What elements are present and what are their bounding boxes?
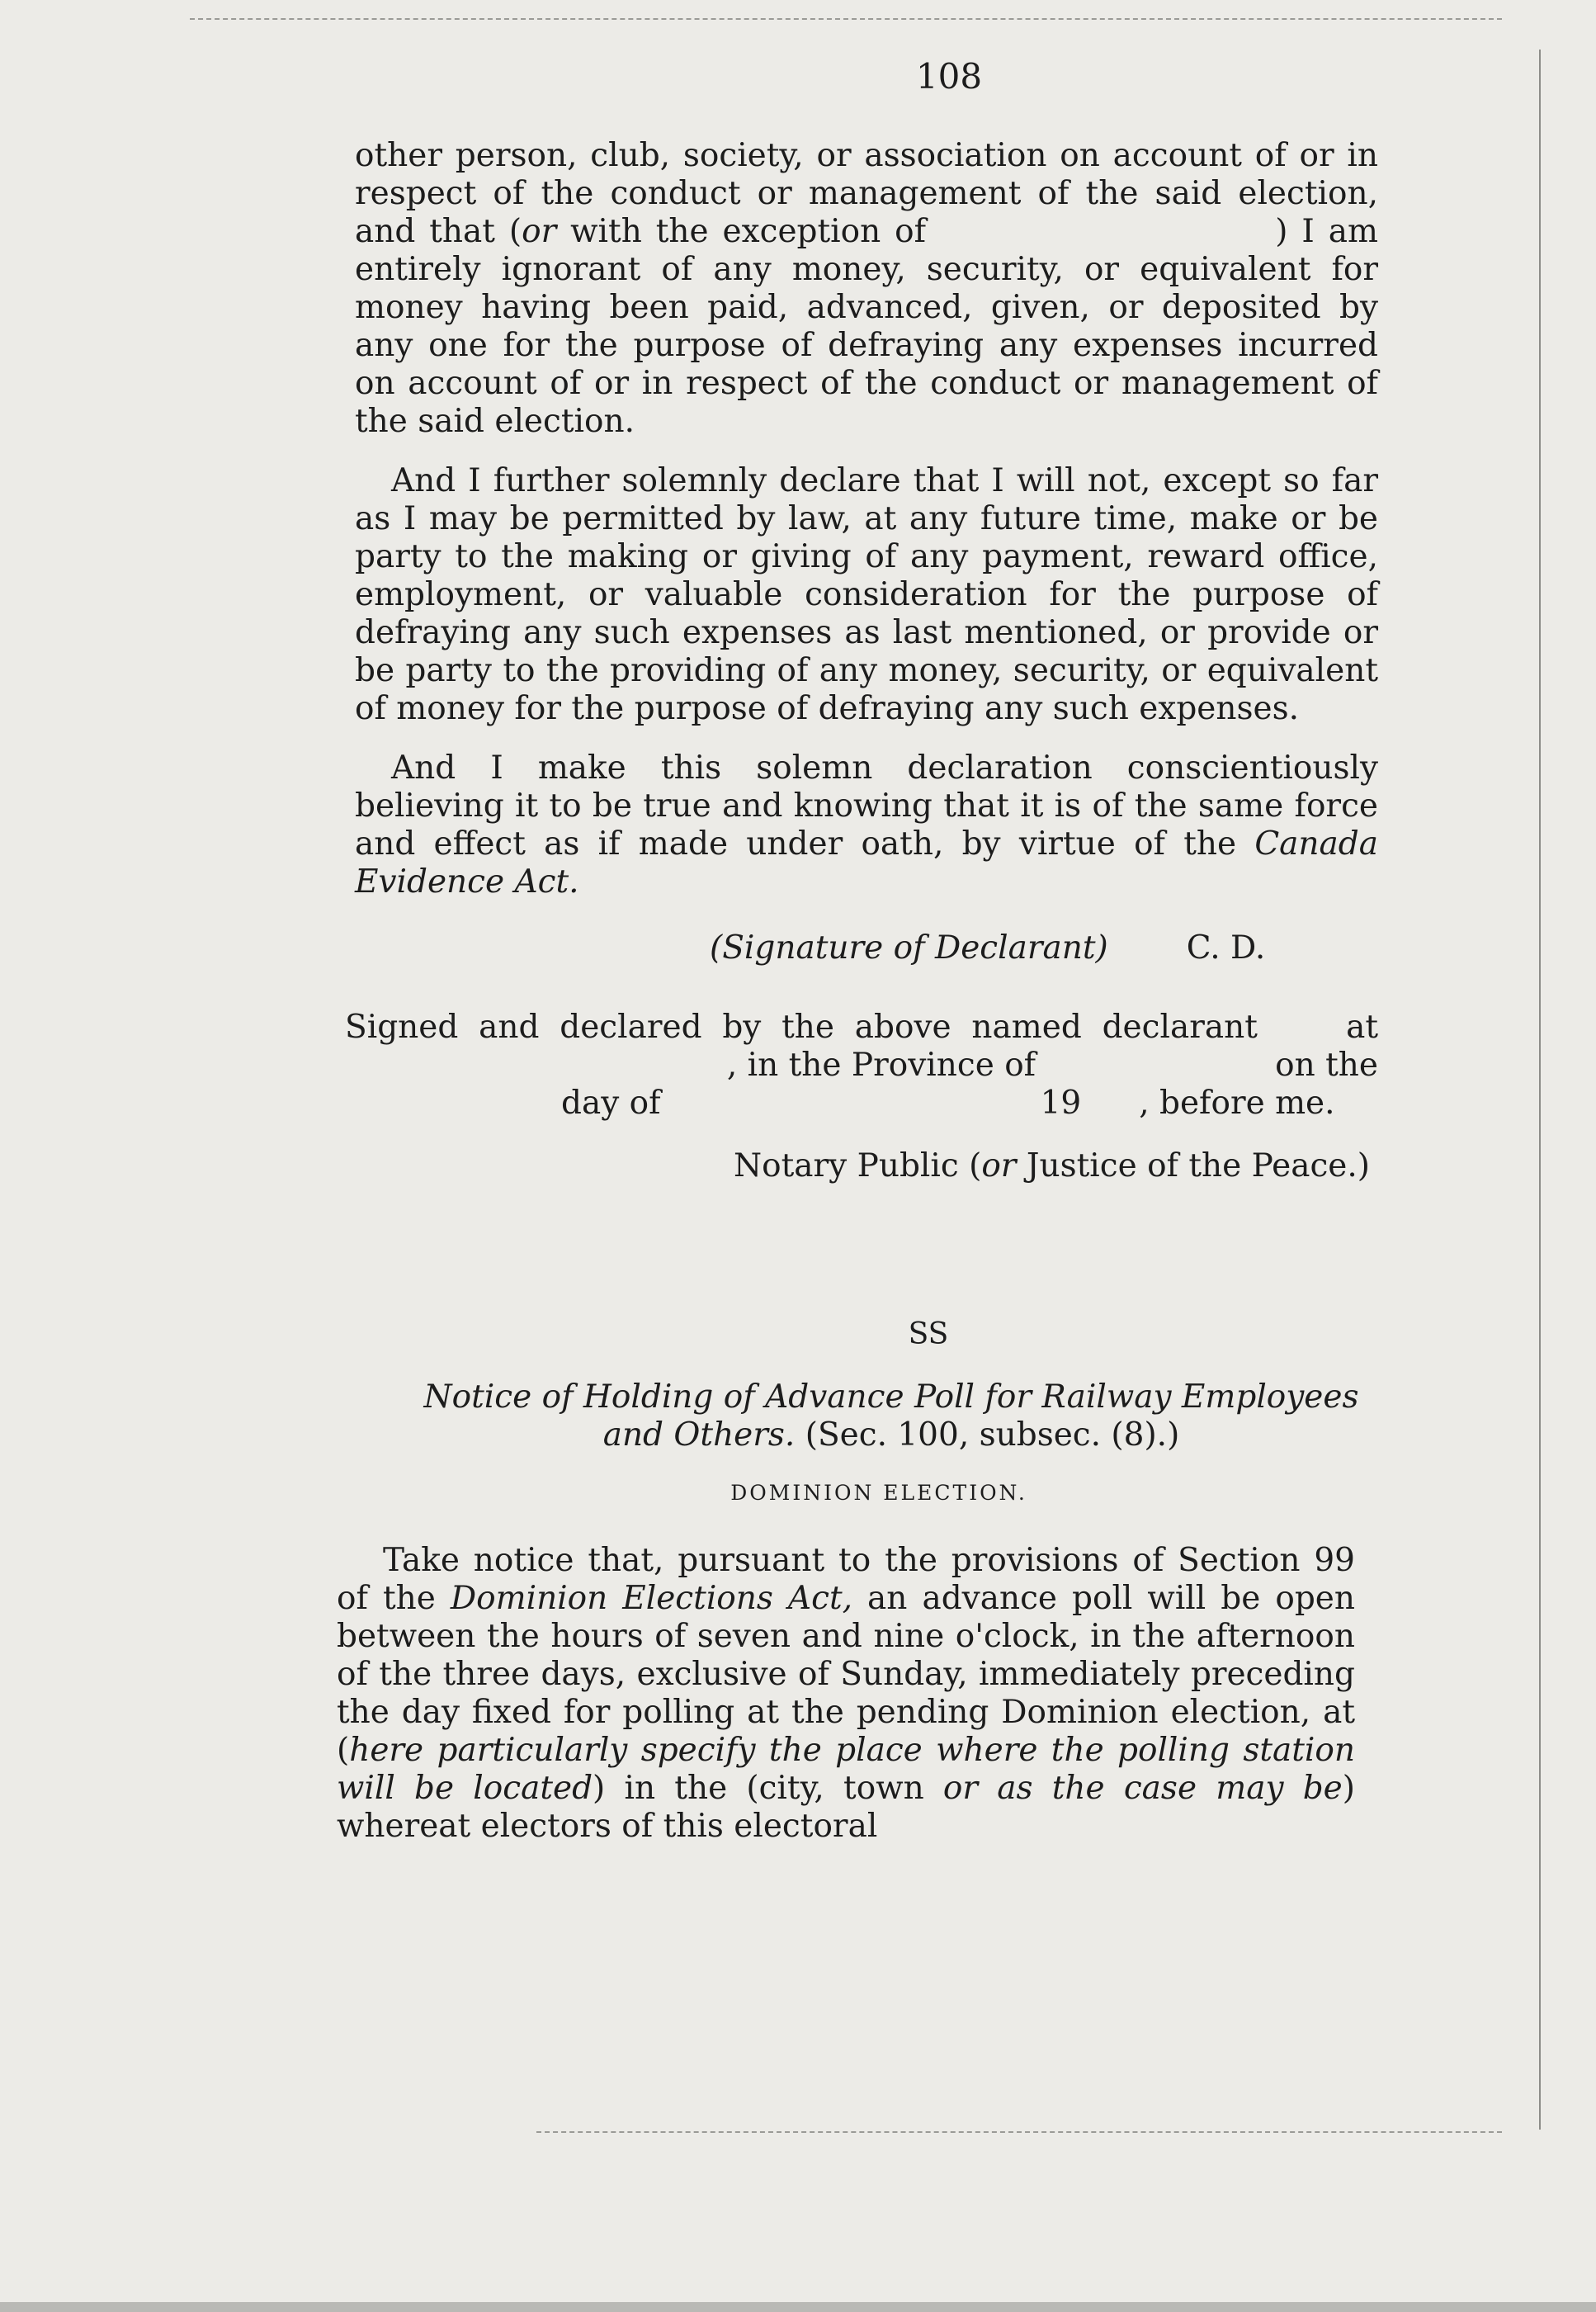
on-the-label: on the [1275,1047,1378,1084]
frame-top-line [190,18,1502,20]
para1-text-b: with the exception of ) I am entirely ignorant of any money, security, or equivalent for money having been paid, advanced, given, or deposited by any one for the purpose of defraying any expenses incurred on account of or in respect of the conduct or management of the said election. [355,213,1389,440]
text-block [337,56,1389,1846]
final-italic-case: or as the case may be [942,1770,1343,1807]
final-italic-place: here particularly specify the place where the polling station will be located [337,1732,1355,1807]
paragraph-declaration-continued [355,137,1389,441]
signature-line [355,929,1378,967]
notary-line [355,1147,1378,1185]
day-of-label: day of [561,1085,661,1122]
notice-title-section: (Sec. 100, subsec. (8).) [795,1416,1180,1454]
province-label: , in the Province of [726,1047,1036,1084]
signed-line-2 [355,1047,1378,1085]
canada-evidence-act: Canada Evidence Act. [355,825,1378,901]
notice-title-italic: Notice of Holding of Advance Poll for Railway Employees and Others. [423,1378,1359,1454]
dominion-election-heading: DOMINION ELECTION. [730,1481,1027,1505]
final-text-c: ) in the (city, town [593,1770,943,1807]
signed-line-1 [345,1009,1378,1047]
paragraph-further-declare: And I further solemnly declare that I will not, except so far as I may be permitted by law, at any future time, make or be party to the making or giving of any payment, reward office, employment, or valuable consideration for the purpose of defraying any such expenses as last mentioned, or provide or be party to the providing of any money, security, or equivalent of money for the purpose of defraying any such expenses. [355,462,1378,727]
final-text-a: Take notice that, pursuant to the provisions of Section 99 of the [337,1542,1355,1617]
para1-or: or [522,213,557,250]
year-label: 19 [1040,1085,1082,1122]
signature-initials: C. D. [1186,929,1266,967]
signed-line-1-at: at [1346,1009,1378,1046]
before-me-label: , before me. [1139,1085,1335,1122]
notary-text-b: Justice of the Peace.) [1016,1147,1370,1184]
notary-or: or [981,1147,1017,1184]
ss-marker: SS [908,1317,949,1351]
paragraph-solemn-declaration [355,749,1378,901]
dominion-elections-act: Dominion Elections Act, [450,1580,853,1617]
paragraph-take-notice [337,1542,1355,1846]
page-number: 108 [915,56,983,97]
para1-text: other person, club, society, or association on account of or in respect of the conduct or management of the said election, and that ( [355,137,1378,250]
frame-bottom-line [536,2131,1502,2133]
page-bottom-edge [0,2302,1596,2312]
signed-line-3 [355,1085,1378,1123]
final-text-b: an advance poll will be open between the hours of seven and nine o'clock, in the afternoon of the three days, exclusive of Sunday, immediately preceding the day fixed for polling at the pending Dominion election, at ( [337,1580,1355,1769]
final-text-d: ) whereat electors of this electoral [337,1770,1355,1845]
signed-line-1-text: Signed and declared by the above named declarant [345,1009,1258,1046]
signature-label: (Signature of Declarant) [710,929,1108,967]
frame-right-line [1539,50,1541,2130]
para3-text: And I make this solemn declaration conscientiously believing it to be true and knowing that it is of the same force and effect as if made under oath, by virtue of the [355,749,1378,863]
notary-text-a: Notary Public ( [733,1147,982,1184]
notice-title [355,1378,1378,1454]
signed-declared-block [345,1009,1378,1123]
